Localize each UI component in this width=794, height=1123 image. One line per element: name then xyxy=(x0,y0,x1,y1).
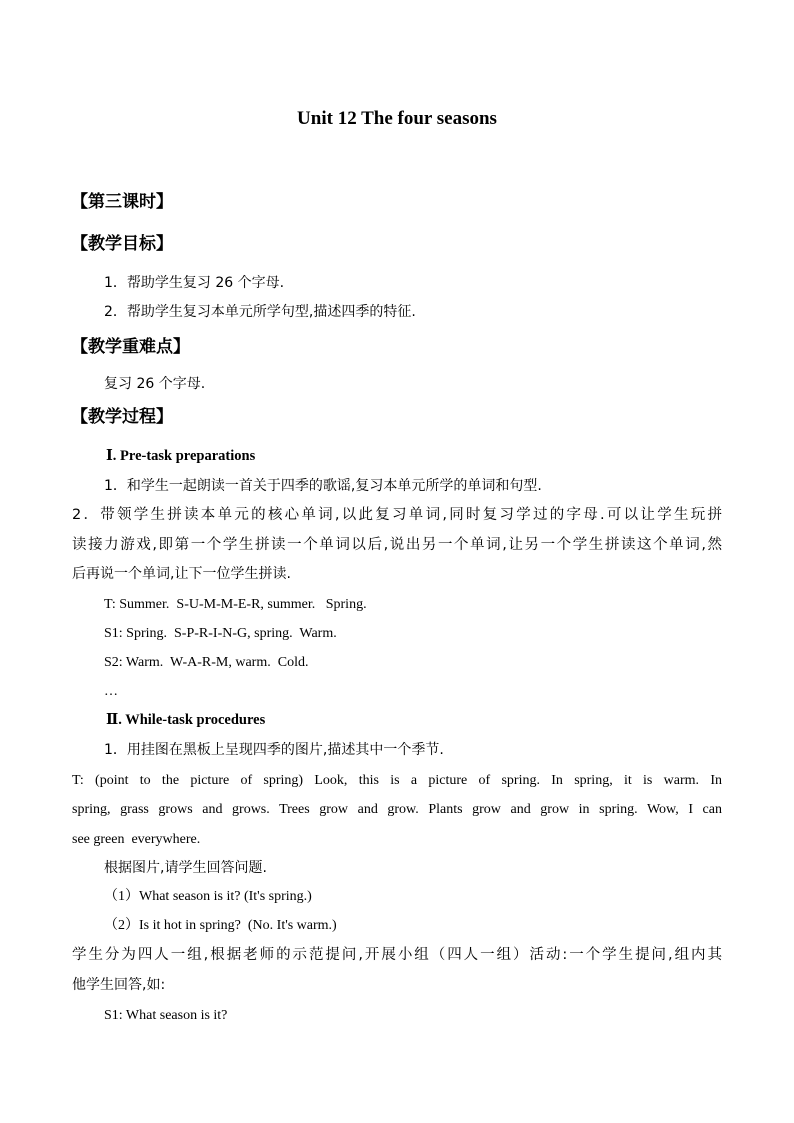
teacher-line-2: spring, grass grows and grows. Trees grow and grow. Plants grow and grow in spring. Wow, I can xyxy=(72,802,722,817)
pre-task-step-1: 1．和学生一起朗读一首关于四季的歌谣,复习本单元所学的单词和句型. xyxy=(104,478,542,494)
document-title: Unit 12 The four seasons xyxy=(297,108,497,129)
pre-task-step-2-line-2: 读接力游戏,即第一个学生拼读一个单词以后,说出另一个单词,让另一个学生拼读这个单词,然 xyxy=(72,537,722,553)
teacher-line-3: see green everywhere. xyxy=(72,832,201,847)
example-dialogue: S1: What season is it? xyxy=(104,1008,228,1023)
objectives-heading: 【教学目标】 xyxy=(71,234,173,254)
objective-item-2: 2．帮助学生复习本单元所学句型,描述四季的特征. xyxy=(104,304,416,320)
question-1: （1）What season is it? (It's spring.) xyxy=(104,889,312,904)
dialogue-ellipsis: … xyxy=(104,684,118,699)
pre-task-step-2-line-1: 2．带领学生拼读本单元的核心单词,以此复习单词,同时复习学过的字母.可以让学生玩拼 xyxy=(72,507,722,523)
instruction-text: 根据图片,请学生回答问题. xyxy=(104,860,267,876)
pre-task-step-2-line-3: 后再说一个单词,让下一位学生拼读. xyxy=(72,566,291,582)
while-task-heading: Ⅱ. While-task procedures xyxy=(106,712,266,728)
dialogue-line-3: S2: Warm. W-A-R-M, warm. Cold. xyxy=(104,655,309,670)
question-2: （2）Is it hot in spring? (No. It's warm.) xyxy=(104,918,337,933)
process-heading: 【教学过程】 xyxy=(71,407,173,427)
group-activity-line-2: 他学生回答,如: xyxy=(72,977,166,993)
pre-task-heading: Ⅰ. Pre-task preparations xyxy=(106,448,256,464)
teacher-line-1: T: (point to the picture of spring) Look, this is a picture of spring. In spring, it is warm. In xyxy=(72,773,722,788)
group-activity-line-1: 学生分为四人一组,根据老师的示范提问,开展小组（四人一组）活动:一个学生提问,组内其 xyxy=(72,947,722,963)
objective-item-1: 1．帮助学生复习 26 个字母. xyxy=(104,275,285,291)
dialogue-line-1: T: Summer. S-U-M-M-E-R, summer. Spring. xyxy=(104,597,367,612)
while-task-step-1: 1．用挂图在黑板上呈现四季的图片,描述其中一个季节. xyxy=(104,742,444,758)
lesson-heading: 【第三课时】 xyxy=(71,192,173,212)
key-points-text: 复习 26 个字母. xyxy=(104,376,206,392)
key-points-heading: 【教学重难点】 xyxy=(71,337,190,357)
dialogue-line-2: S1: Spring. S-P-R-I-N-G, spring. Warm. xyxy=(104,626,337,641)
